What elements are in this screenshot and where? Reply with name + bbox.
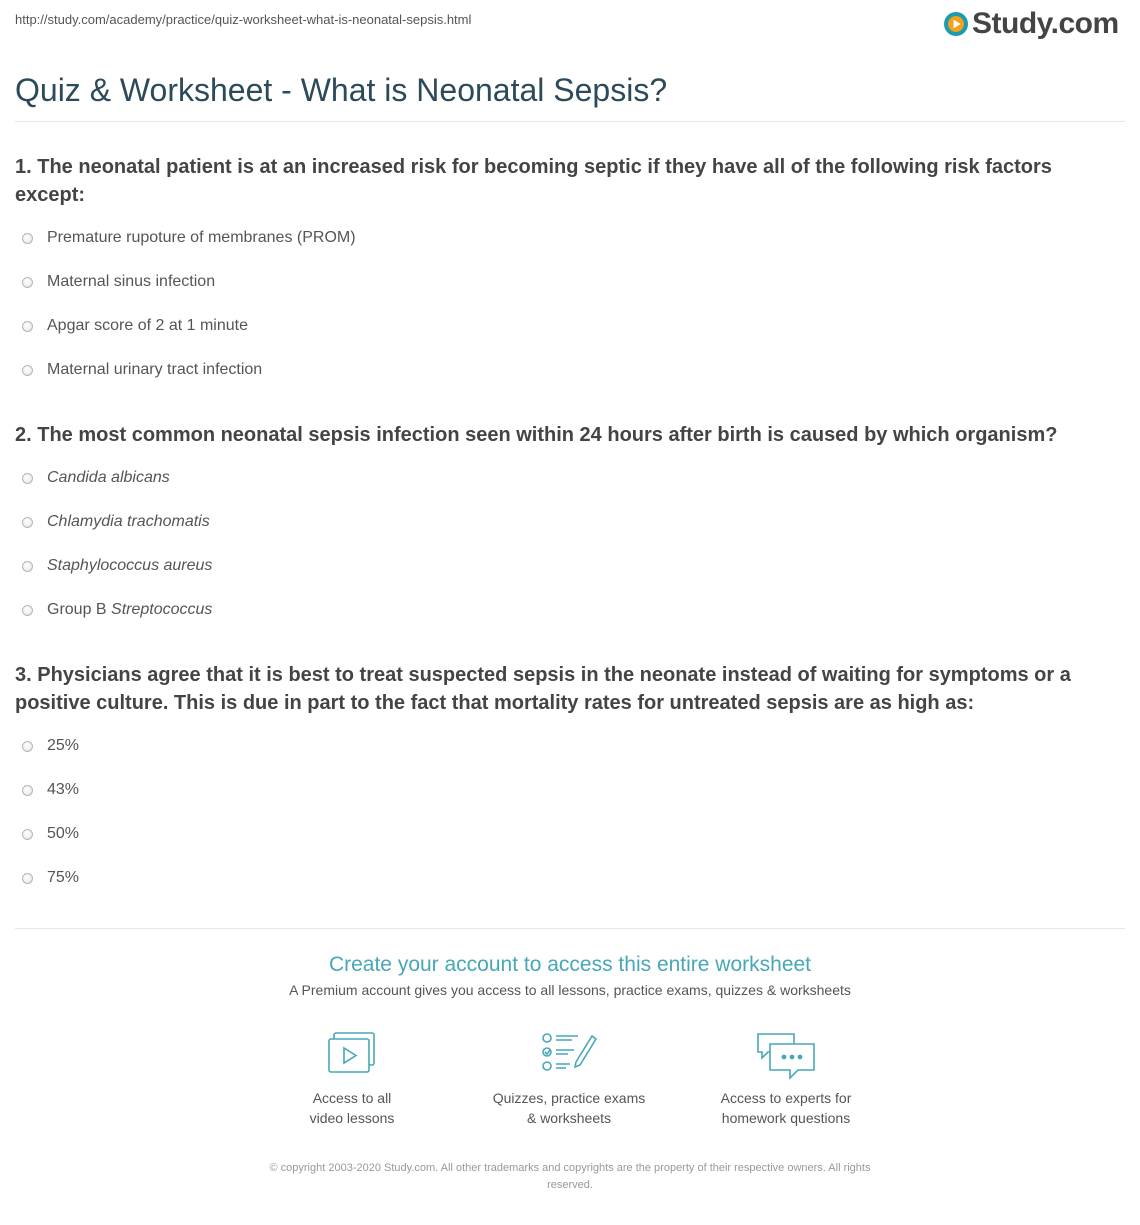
question-2-option-4[interactable] bbox=[22, 598, 212, 622]
option-label-prefix: Group B bbox=[47, 601, 112, 618]
feature-label-line2: & worksheets bbox=[526, 1110, 612, 1126]
question-2-option-1[interactable] bbox=[22, 466, 170, 490]
question-3: 3. Physicians agree that it is best to treat suspected sepsis in the neonate instead of waiting for symptoms or a positive culture. This is due in part to the fact that mortality rates for untreated sepsis are as high as: bbox=[15, 664, 1071, 714]
question-1-option-1[interactable] bbox=[22, 226, 356, 250]
option-label: 50% bbox=[47, 825, 80, 842]
radio-button-icon[interactable] bbox=[22, 741, 33, 752]
question-3-option-1[interactable] bbox=[22, 734, 79, 758]
question-1: 1. The neonatal patient is at an increased risk for becoming septic if they have all of the following risk factors except: bbox=[15, 156, 1052, 206]
feature-video-lessons bbox=[252, 1030, 452, 1128]
radio-button-icon[interactable] bbox=[22, 365, 33, 376]
option-label bbox=[47, 601, 212, 619]
logo-text: Study.com bbox=[972, 7, 1119, 40]
option-label: Chlamydia trachomatis bbox=[47, 513, 210, 530]
feature-label-line2: video lessons bbox=[309, 1110, 395, 1126]
option-label: Apgar score of 2 at 1 minute bbox=[47, 317, 248, 334]
radio-button-icon[interactable] bbox=[22, 829, 33, 840]
study-logo[interactable] bbox=[943, 8, 1119, 40]
cta-divider bbox=[15, 928, 1125, 929]
feature-experts bbox=[686, 1030, 886, 1128]
question-2-option-3[interactable] bbox=[22, 554, 212, 578]
option-label: 25% bbox=[47, 737, 80, 754]
option-label: Premature rupoture of membranes (PROM) bbox=[47, 229, 356, 246]
cta-title[interactable]: Create your account to access this entire worksheet bbox=[328, 953, 812, 976]
feature-label-line1: Quizzes, practice exams bbox=[492, 1090, 646, 1106]
question-2: 2. The most common neonatal sepsis infection seen within 24 hours after birth is caused by which organism? bbox=[15, 424, 1058, 446]
question-2-option-2[interactable] bbox=[22, 510, 210, 534]
feature-label-line1: Access to all bbox=[312, 1090, 392, 1106]
study-logo-icon bbox=[943, 11, 969, 37]
copyright-line2: reserved. bbox=[547, 1179, 593, 1191]
feature-label-line1: Access to experts for bbox=[720, 1090, 852, 1106]
quiz-checklist-icon bbox=[540, 1030, 598, 1076]
option-label-italic: Streptococcus bbox=[111, 601, 213, 618]
question-3-option-4[interactable] bbox=[22, 866, 79, 890]
option-label: Staphylococcus aureus bbox=[47, 557, 213, 574]
radio-button-icon[interactable] bbox=[22, 277, 33, 288]
video-lessons-icon bbox=[326, 1030, 378, 1076]
radio-button-icon[interactable] bbox=[22, 561, 33, 572]
radio-button-icon[interactable] bbox=[22, 605, 33, 616]
feature-label-line2: homework questions bbox=[721, 1110, 851, 1126]
option-label: Maternal sinus infection bbox=[47, 273, 216, 290]
radio-button-icon[interactable] bbox=[22, 233, 33, 244]
radio-button-icon[interactable] bbox=[22, 517, 33, 528]
question-1-option-2[interactable] bbox=[22, 270, 215, 294]
question-3-option-2[interactable] bbox=[22, 778, 79, 802]
option-label: Maternal urinary tract infection bbox=[47, 361, 263, 378]
page-url: http://study.com/academy/practice/quiz-worksheet-what-is-neonatal-sepsis.html bbox=[15, 12, 472, 27]
copyright-notice bbox=[215, 1160, 925, 1194]
copyright-line1: © copyright 2003-2020 Study.com. All other trademarks and copyrights are the property of their respective owners. All rights bbox=[269, 1162, 871, 1174]
radio-button-icon[interactable] bbox=[22, 873, 33, 884]
chat-bubbles-icon bbox=[754, 1030, 818, 1082]
radio-button-icon[interactable] bbox=[22, 473, 33, 484]
radio-button-icon[interactable] bbox=[22, 785, 33, 796]
page-title: Quiz & Worksheet - What is Neonatal Sepsis? bbox=[15, 72, 668, 108]
question-1-option-3[interactable] bbox=[22, 314, 248, 338]
feature-quizzes bbox=[469, 1030, 669, 1128]
question-1-option-4[interactable] bbox=[22, 358, 262, 382]
radio-button-icon[interactable] bbox=[22, 321, 33, 332]
option-label: 43% bbox=[47, 781, 80, 798]
cta-subtitle: A Premium account gives you access to all lessons, practice exams, quizzes & worksheets bbox=[289, 982, 851, 998]
option-label: Candida albicans bbox=[47, 469, 170, 486]
question-3-option-3[interactable] bbox=[22, 822, 79, 846]
title-divider bbox=[15, 121, 1125, 122]
option-label: 75% bbox=[47, 869, 80, 886]
